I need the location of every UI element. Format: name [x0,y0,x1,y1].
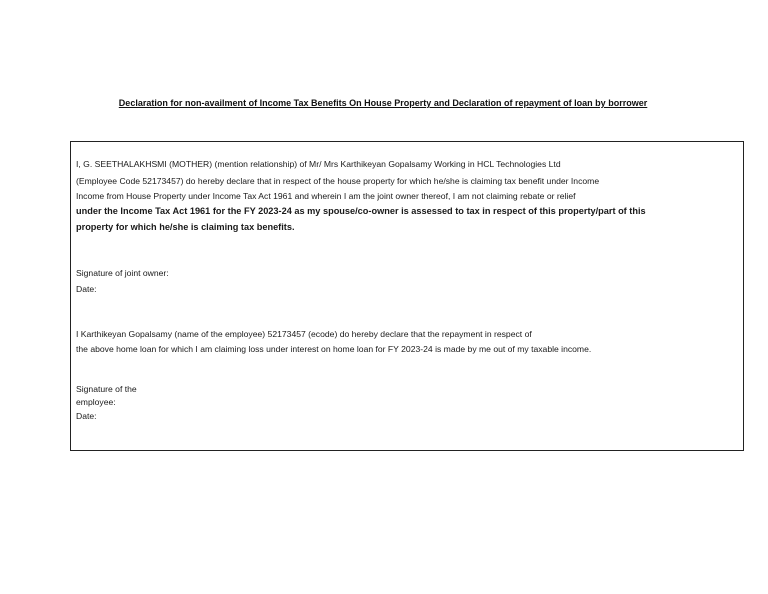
employee-signature-label-line1: Signature of the [76,384,137,394]
declaration2-line1: I Karthikeyan Gopalsamy (name of the employee) 52173457 (ecode) do hereby declare that the repayment in respect of [76,329,532,339]
declaration1-line5: property for which he/she is claiming tax benefits. [76,222,295,232]
declaration1-line1: I, G. SEETHALAKHSMI (MOTHER) (mention relationship) of Mr/ Mrs Karthikeyan Gopalsamy Working in HCL Technologies Ltd [76,159,561,169]
declaration1-line3: Income from House Property under Income Tax Act 1961 and wherein I am the joint owner thereof, I am not claiming rebate or relief [76,191,576,201]
declaration1-line2: (Employee Code 52173457) do hereby declare that in respect of the house property for which he/she is claiming tax benefit under Income [76,176,600,186]
employee-signature-label-line2: employee: [76,397,116,407]
declaration1-line4: under the Income Tax Act 1961 for the FY 2023-24 as my spouse/co-owner is assessed to tax in respect of this property/part of this [76,206,646,216]
joint-owner-date-label: Date: [76,284,97,294]
document-title: Declaration for non-availment of Income Tax Benefits On House Property and Declaration of repayment of loan by borrower [118,98,648,109]
employee-date-label: Date: [76,411,97,421]
declaration2-line2: the above home loan for which I am claiming loss under interest on home loan for FY 2023-24 is made by me out of my taxable income. [76,344,592,354]
declaration-box [70,141,744,451]
joint-owner-signature-label: Signature of joint owner: [76,268,169,278]
